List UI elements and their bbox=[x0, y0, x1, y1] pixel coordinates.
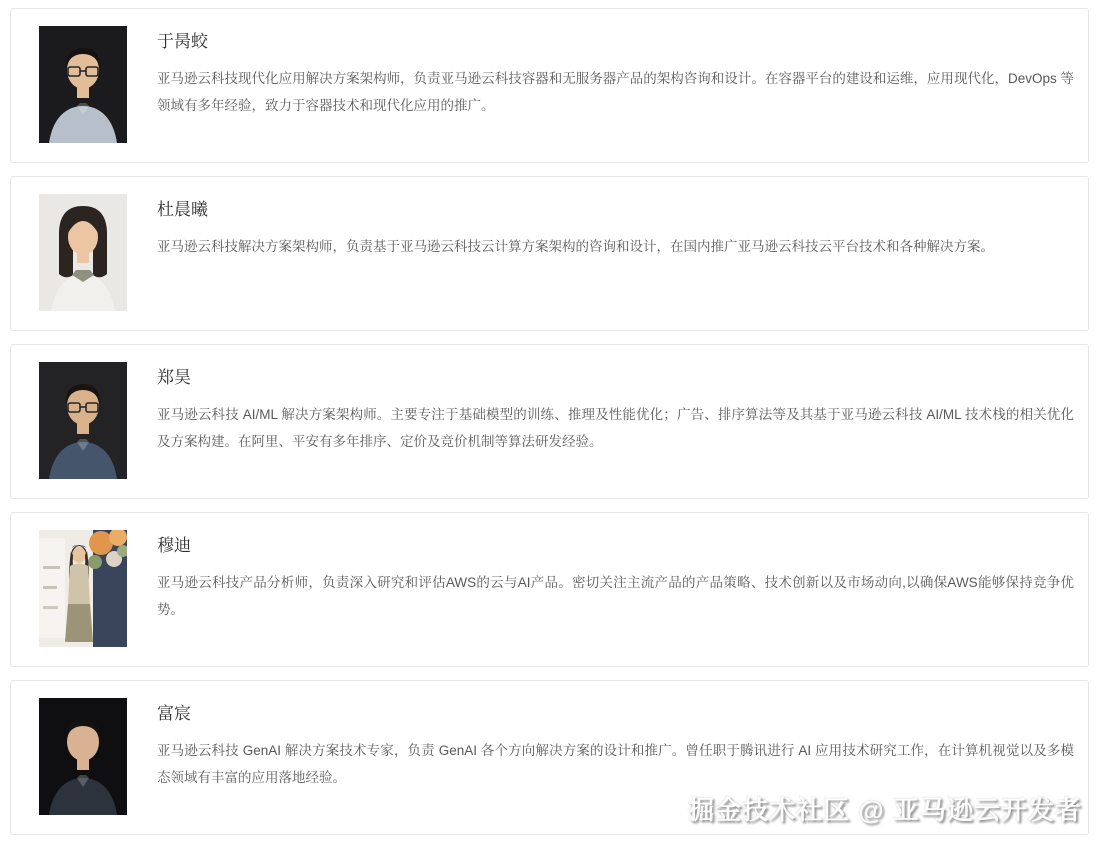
profile-bio: 亚马逊云科技解决方案架构师，负责基于亚马逊云科技云计算方案架构的咨询和设计，在国内推广亚马逊云科技云平台技术和各种解决方案。 bbox=[157, 239, 994, 254]
profile-card bbox=[10, 512, 1089, 667]
profile-photo bbox=[39, 698, 127, 815]
profile-card bbox=[10, 680, 1089, 835]
avatar bbox=[39, 362, 127, 479]
profile-photo bbox=[39, 530, 127, 647]
profile-name: 郑昊 bbox=[157, 368, 191, 387]
avatar bbox=[39, 26, 127, 143]
avatar bbox=[39, 194, 127, 311]
profile-name: 于昺蛟 bbox=[157, 32, 208, 51]
avatar bbox=[39, 698, 127, 815]
profile-info bbox=[157, 530, 1074, 623]
profile-card bbox=[10, 176, 1089, 331]
avatar bbox=[39, 530, 127, 647]
profile-name: 杜晨曦 bbox=[157, 200, 208, 219]
profile-photo bbox=[39, 362, 127, 479]
profile-bio: 亚马逊云科技 GenAI 解决方案技术专家，负责 GenAI 各个方向解决方案的设计和推广。曾任职于腾讯进行 AI 应用技术研究工作，在计算机视觉以及多模态领域有丰富的应用落地经验。 bbox=[157, 743, 1074, 785]
profile-card bbox=[10, 344, 1089, 499]
profile-photo bbox=[39, 26, 127, 143]
profile-card bbox=[10, 8, 1089, 163]
profile-bio: 亚马逊云科技现代化应用解决方案架构师，负责亚马逊云科技容器和无服务器产品的架构咨询和设计。在容器平台的建设和运维，应用现代化，DevOps 等领域有多年经验，致力于容器技术和现代化应用的推广。 bbox=[157, 71, 1074, 113]
profile-list bbox=[10, 8, 1089, 835]
profile-photo bbox=[39, 194, 127, 311]
profile-name: 富宸 bbox=[157, 704, 191, 723]
profile-info bbox=[157, 194, 1074, 260]
profile-bio: 亚马逊云科技 AI/ML 解决方案架构师。主要专注于基础模型的训练、推理及性能优化；广告、排序算法等及其基于亚马逊云科技 AI/ML 技术栈的相关优化及方案构建。在阿里、平安有多年排序、定价及竞价机制等算法研发经验。 bbox=[157, 407, 1074, 449]
profile-name: 穆迪 bbox=[157, 536, 191, 555]
profile-info bbox=[157, 26, 1074, 119]
profile-info bbox=[157, 362, 1074, 455]
watermark: 掘金技术社区 @ 亚马逊云开发者 bbox=[688, 795, 1082, 825]
profile-info bbox=[157, 698, 1074, 791]
profile-bio: 亚马逊云科技产品分析师，负责深入研究和评估AWS的云与AI产品。密切关注主流产品的产品策略、技术创新以及市场动向,以确保AWS能够保持竞争优势。 bbox=[157, 575, 1074, 617]
